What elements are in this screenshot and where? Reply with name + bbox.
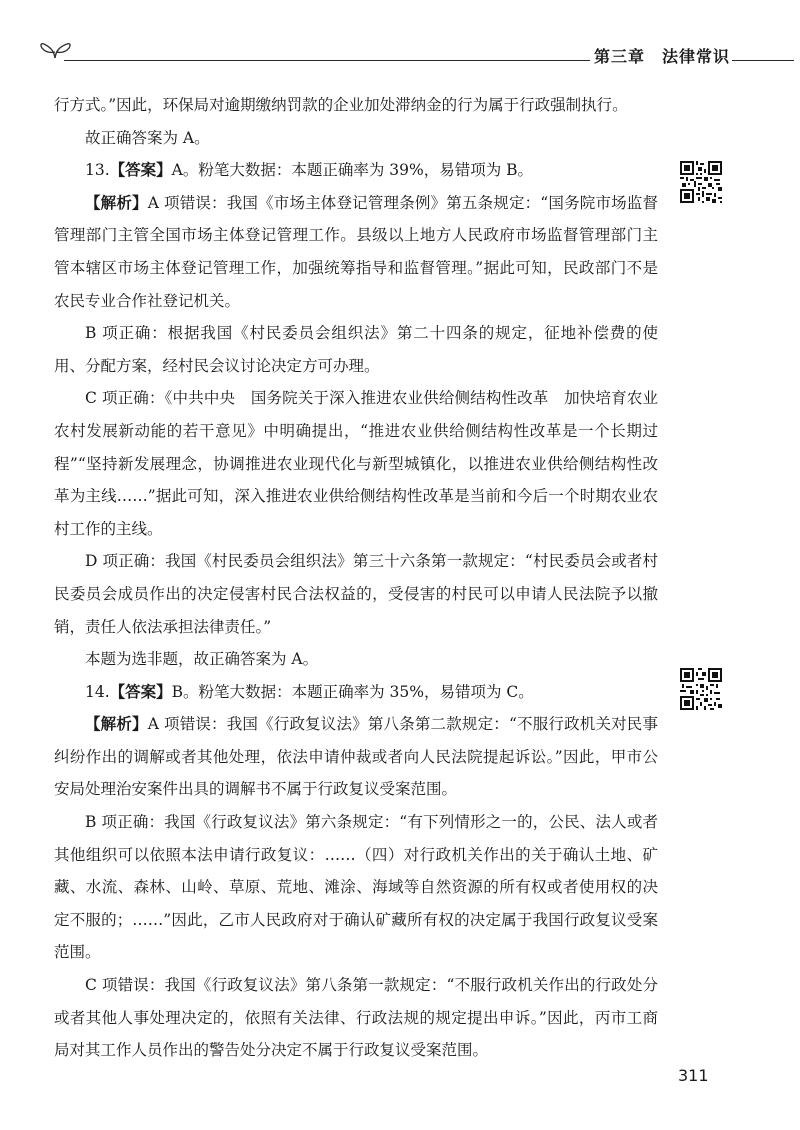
answer-text: A。粉笔大数据：本题正确率为 39%，易错项为 B。 <box>171 161 534 180</box>
page-header <box>0 0 800 80</box>
qr-code-icon[interactable] <box>680 668 722 710</box>
question-13-analysis-b: B 项正确：根据我国《村民委员会组织法》第二十四条的规定，征地补偿费的使用、分配方案，经村民会议讨论决定方可办理。 <box>54 324 658 375</box>
question-13-conclusion: 本题为选非题，故正确答案为 A。 <box>85 650 319 669</box>
question-13-analysis-c: C 项正确：《中共中央 国务院关于深入推进农业供给侧结构性改革 加快培育农业农村发展新动能的若干意见》中明确提出，“推进农业供给侧结构性改革是一个长期过程”“坚持新发展理念，协调推进农业现代化与新型城镇化，以推进农业供给侧结构性改革为主线……”据此可知，深入推进农业供给侧结构性改革是当前和今后一个时期农业农村工作的主线。 <box>54 389 658 538</box>
question-14-analysis-c: C 项错误：我国《行政复议法》第八条第一款规定：“不服行政机关作出的行政处分或者其他人事处理决定的，依照有关法律、行政法规的规定提出申诉。”因此，丙市工商局对其工作人员作出的警告处分决定不属于行政复议受案范围。 <box>54 976 658 1060</box>
analysis-keyword: 【解析】 <box>85 192 148 212</box>
leaf-sprout-icon <box>38 36 72 60</box>
question-13-analysis-d: D 项正确：我国《村民委员会组织法》第三十六条第一款规定：“村民委员会或者村民委员会成员作出的决定侵害村民合法权益的，受侵害的村民可以申请人民法院予以撤销，责任人依法承担法律责任。” <box>54 552 658 636</box>
question-number: 13. <box>85 161 110 180</box>
paragraph: 行方式。”因此，环保局对逾期缴纳罚款的企业加处滞纳金的行为属于行政强制执行。 <box>54 96 628 114</box>
page-number: 311 <box>678 1066 709 1085</box>
answer-keyword: 【答案】 <box>109 681 172 701</box>
answer-keyword: 【答案】 <box>109 160 172 180</box>
analysis-keyword: 【解析】 <box>85 714 148 734</box>
qr-code-icon[interactable] <box>680 161 722 203</box>
page-body <box>54 89 658 1067</box>
question-14-analysis-a <box>54 708 658 806</box>
answer-text: B。粉笔大数据：本题正确率为 35%，易错项为 C。 <box>171 682 534 701</box>
analysis-text: A 项错误：我国《行政复议法》第八条第二款规定：“不服行政机关对民事纠纷作出的调解或者其他处理，依法申请仲裁或者向人民法院提起诉讼。”因此，甲市公安局处理治安案件出具的调解书不属于行政复议受案范围。 <box>54 715 658 799</box>
question-13-answer <box>54 154 658 187</box>
header-rule-left <box>64 60 590 61</box>
paragraph: 故正确答案为 A。 <box>85 128 210 147</box>
question-13-analysis-a <box>54 187 658 317</box>
question-14-answer <box>54 676 658 709</box>
analysis-text: A 项错误：我国《市场主体登记管理条例》第五条规定：“国务院市场监督管理部门主管全国市场主体登记管理工作。县级以上地方人民政府市场监督管理部门主管本辖区市场主体登记管理工作，加强统筹指导和监督管理。”据此可知，民政部门不是农民专业合作社登记机关。 <box>54 193 658 310</box>
header-rule-right <box>732 60 794 61</box>
question-number: 14. <box>85 682 110 701</box>
question-14-analysis-b: B 项正确：我国《行政复议法》第六条规定：“有下列情形之一的，公民、法人或者其他组织可以依照本法申请行政复议：……（四）对行政机关作出的关于确认土地、矿藏、水流、森林、山岭、草原、荒地、滩涂、海域等自然资源的所有权或者使用权的决定不服的；……”因此，乙市人民政府对于确认矿藏所有权的决定属于我国行政复议受案范围。 <box>54 813 658 962</box>
chapter-title: 第三章 法律常识 <box>594 47 731 66</box>
